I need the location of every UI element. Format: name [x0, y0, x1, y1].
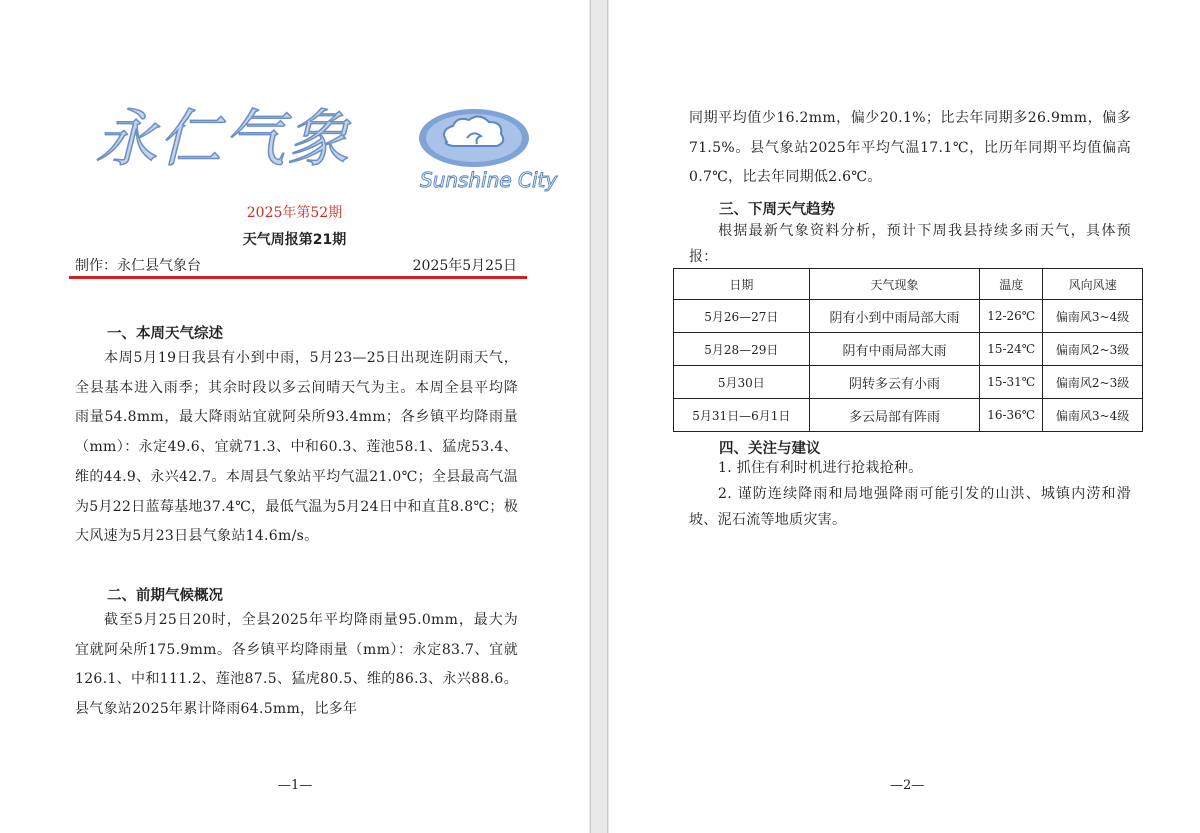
section-3-heading: 三、下周天气趋势: [719, 202, 835, 218]
cell-wind: 偏南风3~4级: [1043, 399, 1143, 432]
cell-wind: 偏南风2~3级: [1043, 366, 1143, 399]
page-gutter-left: [590, 0, 591, 833]
cell-weather: 阴有中雨局部大雨: [809, 333, 980, 366]
document-page-1: [0, 0, 589, 833]
table-row: [674, 333, 1143, 366]
section-2-heading: 二、前期气候概况: [107, 588, 223, 604]
cell-temperature: 16-36℃: [980, 399, 1043, 432]
cloud-logo-icon: [417, 108, 531, 168]
table-header-row: [674, 269, 1143, 300]
cell-date: 5月28—29日: [674, 333, 810, 366]
section-1-heading: 一、本周天气综述: [107, 326, 223, 342]
section-1-body: 本周5月19日我县有小到中雨，5月23—25日出现连阴雨天气，全县基本进入雨季；其余时段以多云间晴天气为主。本周全县平均降雨量54.8mm，最大降雨站宜就阿朵所93.4mm；各乡镇平均降雨量（mm）：永定49.6、宜就71.3、中和60.3、莲池58.1、猛虎53.4、维的44.9、永兴42.7。本周县气象站平均气温21.0℃；全县最高气温为5月22日蓝莓基地37.4℃，最低气温为5月24日中和直苴8.8℃；极大风速为5月23日县气象站14.6m/s。: [75, 350, 519, 545]
section-3-body: 根据最新气象资料分析，预计下周我县持续多雨天气，具体预报：: [689, 223, 1131, 265]
column-header-wind: 风向风速: [1043, 269, 1143, 300]
section-2-body: 截至5月25日20时，全县2025年平均降雨量95.0mm，最大为宜就阿朵所175.9mm。各乡镇平均降雨量（mm）：永定83.7、宜就126.1、中和111.2、莲池87.5、猛虎80.5、维的86.3、永兴88.6。县气象站2025年累计降雨64.5mm，比多年: [75, 612, 518, 718]
cell-date: 5月30日: [674, 366, 810, 399]
report-title: 天气周报第21期: [242, 232, 347, 248]
page-gutter-right: [607, 0, 608, 833]
forecast-table: [673, 268, 1143, 432]
cell-date: 5月26—27日: [674, 300, 810, 333]
table-row: [674, 300, 1143, 333]
page-number-2: —2—: [890, 778, 925, 793]
cell-wind: 偏南风2~3级: [1043, 333, 1143, 366]
cell-weather: 阴有小到中雨局部大雨: [809, 300, 980, 333]
section-4-heading: 四、关注与建议: [719, 441, 821, 457]
cell-temperature: 15-31℃: [980, 366, 1043, 399]
column-header-temperature: 温度: [980, 269, 1043, 300]
cell-weather: 阴转多云有小雨: [809, 366, 980, 399]
column-header-weather: 天气现象: [809, 269, 980, 300]
cell-temperature: 12-26℃: [980, 300, 1043, 333]
cell-date: 5月31日—6月1日: [674, 399, 810, 432]
table-row: [674, 366, 1143, 399]
issue-number: 2025年第52期: [246, 205, 343, 221]
suggestion-1: 1. 抓住有利时机进行抢栽抢种。: [718, 460, 923, 476]
cell-temperature: 15-24℃: [980, 333, 1043, 366]
publish-date: 2025年5月25日: [412, 258, 517, 274]
publisher: 制作：永仁县气象台: [75, 258, 201, 274]
section-2-continuation: 同期平均值少16.2mm，偏少20.1%；比去年同期多26.9mm，偏多71.5%。县气象站2025年平均气温17.1℃，比历年同期平均值偏高0.7℃，比去年同期低2.6℃。: [689, 110, 1131, 186]
table-row: [674, 399, 1143, 432]
logo-subtitle: Sunshine City: [420, 168, 558, 192]
suggestion-2: 2. 谨防连续降雨和局地强降雨可能引发的山洪、城镇内涝和滑坡、泥石流等地质灾害。: [689, 486, 1131, 528]
cell-weather: 多云局部有阵雨: [809, 399, 980, 432]
logo-wordmark: 永仁气象: [95, 102, 352, 175]
header-divider: [69, 276, 527, 279]
cell-wind: 偏南风3~4级: [1043, 300, 1143, 333]
column-header-date: 日期: [674, 269, 810, 300]
page-number-1: —1—: [278, 778, 313, 793]
